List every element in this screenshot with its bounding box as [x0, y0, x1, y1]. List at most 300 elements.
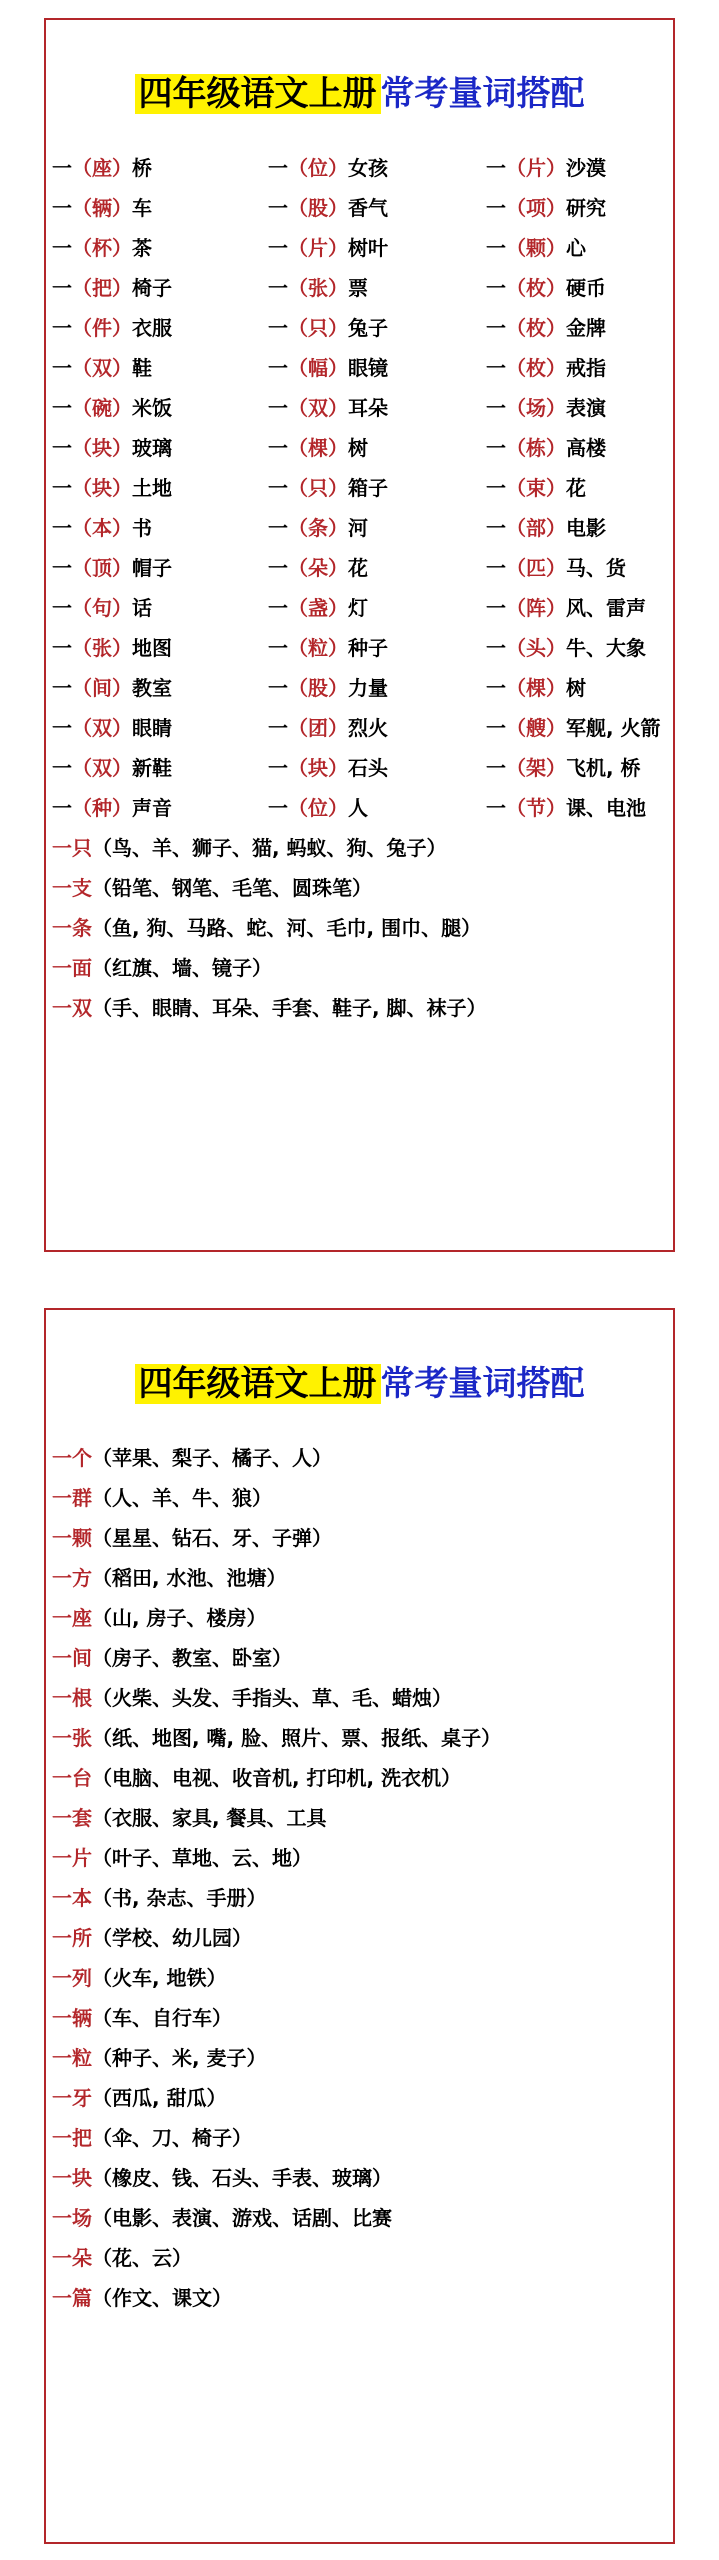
- grid-cell: [486, 428, 606, 468]
- measure-word: 碗: [92, 396, 112, 420]
- noun-text: 河: [348, 516, 368, 540]
- measure-word: 节: [526, 796, 546, 820]
- dash-mark: 一: [268, 276, 288, 300]
- grid-row: [46, 388, 673, 428]
- grid-row: [46, 548, 673, 588]
- grid-cell: [52, 508, 152, 548]
- grid-cell: [486, 308, 606, 348]
- open-paren: （: [506, 596, 526, 620]
- noun-text: 香气: [348, 196, 388, 220]
- open-paren: （: [506, 276, 526, 300]
- close-paren: ）: [328, 276, 348, 300]
- measure-word: 位: [308, 156, 328, 180]
- measure-word: 一所: [52, 1926, 92, 1950]
- measure-word: 枚: [526, 356, 546, 380]
- measure-word: 块: [308, 756, 328, 780]
- grid-cell: [268, 348, 388, 388]
- examples-text: （伞、刀、椅子）: [92, 2126, 252, 2150]
- measure-word: 一台: [52, 1766, 92, 1790]
- dash-mark: 一: [486, 196, 506, 220]
- measure-word: 头: [526, 636, 546, 660]
- dash-mark: 一: [52, 156, 72, 180]
- measure-word: 枚: [526, 276, 546, 300]
- list-item: [52, 2038, 267, 2078]
- measure-word: 只: [308, 476, 328, 500]
- grid-cell: [486, 468, 586, 508]
- grid-cell: [486, 508, 606, 548]
- open-paren: （: [72, 636, 92, 660]
- open-paren: （: [506, 676, 526, 700]
- close-paren: ）: [112, 556, 132, 580]
- open-paren: （: [506, 516, 526, 540]
- dash-mark: 一: [268, 676, 288, 700]
- dash-mark: 一: [268, 556, 288, 580]
- grid-row: [46, 468, 673, 508]
- grid-cell: [268, 148, 388, 188]
- grid-cell: [268, 588, 368, 628]
- grid-cell: [268, 428, 368, 468]
- noun-text: 树叶: [348, 236, 388, 260]
- title-highlight: 四年级语文上册: [135, 1364, 381, 1404]
- measure-word: 束: [526, 476, 546, 500]
- close-paren: ）: [328, 796, 348, 820]
- measure-word: 一把: [52, 2126, 92, 2150]
- measure-word: 幅: [308, 356, 328, 380]
- close-paren: ）: [546, 556, 566, 580]
- grid-row: [46, 188, 673, 228]
- close-paren: ）: [546, 156, 566, 180]
- list-item: [52, 2198, 392, 2238]
- open-paren: （: [288, 276, 308, 300]
- examples-text: （电脑、电视、收音机, 打印机, 洗衣机）: [92, 1766, 462, 1790]
- dash-mark: 一: [486, 596, 506, 620]
- noun-text: 椅子: [132, 276, 172, 300]
- close-paren: ）: [546, 356, 566, 380]
- examples-text: （电影、表演、游戏、话剧、比赛: [92, 2206, 392, 2230]
- examples-text: （书, 杂志、手册）: [92, 1886, 267, 1910]
- grid-cell: [52, 268, 172, 308]
- examples-text: （车、自行车）: [92, 2006, 232, 2030]
- noun-text: 金牌: [566, 316, 606, 340]
- grid-cell: [486, 588, 646, 628]
- measure-word: 一列: [52, 1966, 92, 1990]
- grid-cell: [52, 428, 172, 468]
- noun-text: 树: [348, 436, 368, 460]
- grid-cell: [486, 228, 586, 268]
- noun-text: 烈火: [348, 716, 388, 740]
- dash-mark: 一: [486, 476, 506, 500]
- measure-word: 一套: [52, 1806, 92, 1830]
- noun-text: 话: [132, 596, 152, 620]
- dash-mark: 一: [268, 396, 288, 420]
- grid-cell: [52, 788, 172, 828]
- grid-row: [46, 788, 673, 828]
- dash-mark: 一: [52, 596, 72, 620]
- list-item: [52, 1678, 452, 1718]
- grid-row: [46, 508, 673, 548]
- measure-word: 项: [526, 196, 546, 220]
- dash-mark: 一: [486, 796, 506, 820]
- dash-mark: 一: [268, 356, 288, 380]
- measure-word: 座: [92, 156, 112, 180]
- dash-mark: 一: [486, 276, 506, 300]
- grid-cell: [268, 508, 368, 548]
- measure-word: 一本: [52, 1886, 92, 1910]
- close-paren: ）: [112, 796, 132, 820]
- open-paren: （: [288, 316, 308, 340]
- noun-text: 帽子: [132, 556, 172, 580]
- measure-word: 顶: [92, 556, 112, 580]
- grid-cell: [486, 708, 661, 748]
- noun-text: 新鞋: [132, 756, 172, 780]
- grid-cell: [52, 628, 172, 668]
- measure-word: 架: [526, 756, 546, 780]
- list-item: [52, 2238, 192, 2278]
- noun-text: 花: [566, 476, 586, 500]
- examples-text: （房子、教室、卧室）: [92, 1646, 292, 1670]
- measure-word: 一根: [52, 1686, 92, 1710]
- dash-mark: 一: [52, 196, 72, 220]
- close-paren: ）: [328, 716, 348, 740]
- measure-word: 块: [92, 476, 112, 500]
- noun-text: 种子: [348, 636, 388, 660]
- measure-word: 栋: [526, 436, 546, 460]
- noun-text: 硬币: [566, 276, 606, 300]
- close-paren: ）: [546, 436, 566, 460]
- dash-mark: 一: [52, 436, 72, 460]
- grid-cell: [268, 388, 388, 428]
- close-paren: ）: [112, 716, 132, 740]
- close-paren: ）: [328, 316, 348, 340]
- open-paren: （: [506, 556, 526, 580]
- dash-mark: 一: [268, 476, 288, 500]
- close-paren: ）: [328, 676, 348, 700]
- noun-text: 眼镜: [348, 356, 388, 380]
- noun-text: 飞机, 桥: [566, 756, 641, 780]
- noun-text: 风、雷声: [566, 596, 646, 620]
- open-paren: （: [288, 236, 308, 260]
- open-paren: （: [506, 636, 526, 660]
- dash-mark: 一: [52, 516, 72, 540]
- measure-word: 一间: [52, 1646, 92, 1670]
- open-paren: （: [72, 276, 92, 300]
- open-paren: （: [288, 356, 308, 380]
- noun-text: 玻璃: [132, 436, 172, 460]
- dash-mark: 一: [52, 636, 72, 660]
- examples-text: （花、云）: [92, 2246, 192, 2270]
- open-paren: （: [288, 556, 308, 580]
- list-item: [52, 1918, 252, 1958]
- close-paren: ）: [112, 436, 132, 460]
- dash-mark: 一: [268, 316, 288, 340]
- measure-word: 一场: [52, 2206, 92, 2230]
- examples-text: （手、眼睛、耳朵、手套、鞋子, 脚、袜子）: [92, 996, 487, 1020]
- title-rest: 常考量词搭配: [380, 74, 585, 114]
- dash-mark: 一: [486, 676, 506, 700]
- grid-cell: [52, 548, 172, 588]
- measure-word: 场: [526, 396, 546, 420]
- title-highlight: 四年级语文上册: [135, 74, 381, 114]
- grid-cell: [486, 388, 606, 428]
- measure-word: 一颗: [52, 1526, 92, 1550]
- open-paren: （: [506, 236, 526, 260]
- measure-word: 块: [92, 436, 112, 460]
- open-paren: （: [506, 396, 526, 420]
- grid-cell: [268, 748, 388, 788]
- grid-cell: [268, 228, 388, 268]
- measure-word: 一面: [52, 956, 92, 980]
- list-item: [52, 2278, 232, 2318]
- dash-mark: 一: [52, 796, 72, 820]
- measure-word: 一辆: [52, 2006, 92, 2030]
- noun-text: 书: [132, 516, 152, 540]
- list-item: [52, 1598, 267, 1638]
- noun-text: 地图: [132, 636, 172, 660]
- noun-text: 人: [348, 796, 368, 820]
- list-item: [52, 1718, 501, 1758]
- list-item: [52, 908, 481, 948]
- examples-text: （西瓜, 甜瓜）: [92, 2086, 227, 2110]
- list-item: [52, 988, 487, 1028]
- measure-word: 片: [308, 236, 328, 260]
- grid-cell: [52, 468, 172, 508]
- list-item: [52, 1998, 232, 2038]
- dash-mark: 一: [268, 236, 288, 260]
- grid-row: [46, 628, 673, 668]
- measure-word: 盏: [308, 596, 328, 620]
- list-item: [52, 1878, 267, 1918]
- grid-cell: [268, 548, 368, 588]
- dash-mark: 一: [268, 196, 288, 220]
- open-paren: （: [72, 716, 92, 740]
- measure-word: 一支: [52, 876, 92, 900]
- grid-cell: [486, 548, 626, 588]
- grid-row: [46, 148, 673, 188]
- dash-mark: 一: [52, 276, 72, 300]
- grid-row: [46, 588, 673, 628]
- examples-text: （作文、课文）: [92, 2286, 232, 2310]
- dash-mark: 一: [52, 316, 72, 340]
- close-paren: ）: [112, 756, 132, 780]
- grid-cell: [486, 788, 646, 828]
- measure-word: 位: [308, 796, 328, 820]
- measure-word: 把: [92, 276, 112, 300]
- open-paren: （: [288, 396, 308, 420]
- measure-word: 艘: [526, 716, 546, 740]
- measure-word: 朵: [308, 556, 328, 580]
- open-paren: （: [288, 476, 308, 500]
- noun-text: 牛、大象: [566, 636, 646, 660]
- grid-row: [46, 228, 673, 268]
- close-paren: ）: [546, 196, 566, 220]
- close-paren: ）: [546, 636, 566, 660]
- examples-text: （苹果、梨子、橘子、人）: [92, 1446, 332, 1470]
- grid-cell: [52, 308, 172, 348]
- grid-cell: [52, 668, 172, 708]
- examples-text: （叶子、草地、云、地）: [92, 1846, 312, 1870]
- grid-cell: [268, 188, 388, 228]
- measure-word: 张: [308, 276, 328, 300]
- open-paren: （: [506, 356, 526, 380]
- examples-text: （稻田, 水池、池塘）: [92, 1566, 287, 1590]
- measure-word: 只: [308, 316, 328, 340]
- grid-cell: [268, 788, 368, 828]
- grid-row: [46, 428, 673, 468]
- open-paren: （: [506, 476, 526, 500]
- measure-word: 双: [308, 396, 328, 420]
- noun-text: 兔子: [348, 316, 388, 340]
- measure-word: 件: [92, 316, 112, 340]
- close-paren: ）: [112, 596, 132, 620]
- dash-mark: 一: [268, 156, 288, 180]
- measure-word: 双: [92, 756, 112, 780]
- noun-text: 桥: [132, 156, 152, 180]
- noun-text: 声音: [132, 796, 172, 820]
- list-item: [52, 2158, 392, 2198]
- dash-mark: 一: [268, 516, 288, 540]
- noun-text: 马、货: [566, 556, 626, 580]
- close-paren: ）: [546, 596, 566, 620]
- examples-text: （红旗、墙、镜子）: [92, 956, 272, 980]
- grid-cell: [486, 148, 606, 188]
- close-paren: ）: [546, 236, 566, 260]
- grid-cell: [52, 148, 152, 188]
- noun-text: 课、电池: [566, 796, 646, 820]
- measure-word: 团: [308, 716, 328, 740]
- measure-word: 颗: [526, 236, 546, 260]
- measure-word: 张: [92, 636, 112, 660]
- noun-text: 箱子: [348, 476, 388, 500]
- examples-text: （学校、幼儿园）: [92, 1926, 252, 1950]
- list-item: [52, 1638, 292, 1678]
- dash-mark: 一: [52, 396, 72, 420]
- dash-mark: 一: [486, 516, 506, 540]
- grid-cell: [486, 268, 606, 308]
- close-paren: ）: [328, 236, 348, 260]
- open-paren: （: [506, 756, 526, 780]
- close-paren: ）: [112, 316, 132, 340]
- examples-text: （鱼, 狗、马路、蛇、河、毛巾, 围巾、腿）: [92, 916, 482, 940]
- grid-cell: [268, 268, 368, 308]
- measure-word: 双: [92, 716, 112, 740]
- measure-word: 双: [92, 356, 112, 380]
- measure-word: 粒: [308, 636, 328, 660]
- open-paren: （: [506, 796, 526, 820]
- noun-text: 高楼: [566, 436, 606, 460]
- measure-word: 一朵: [52, 2246, 92, 2270]
- measure-word: 枚: [526, 316, 546, 340]
- close-paren: ）: [328, 436, 348, 460]
- close-paren: ）: [112, 636, 132, 660]
- grid-cell: [486, 628, 646, 668]
- dash-mark: 一: [268, 596, 288, 620]
- measure-word: 股: [308, 676, 328, 700]
- open-paren: （: [506, 716, 526, 740]
- noun-text: 教室: [132, 676, 172, 700]
- grid-cell: [52, 748, 172, 788]
- open-paren: （: [506, 436, 526, 460]
- open-paren: （: [506, 196, 526, 220]
- dash-mark: 一: [486, 716, 506, 740]
- noun-text: 戒指: [566, 356, 606, 380]
- open-paren: （: [72, 796, 92, 820]
- open-paren: （: [506, 316, 526, 340]
- close-paren: ）: [112, 276, 132, 300]
- noun-text: 灯: [348, 596, 368, 620]
- list-item: [52, 1478, 272, 1518]
- measure-word: 一条: [52, 916, 92, 940]
- noun-text: 军舰, 火箭: [566, 716, 661, 740]
- open-paren: （: [288, 436, 308, 460]
- close-paren: ）: [112, 156, 132, 180]
- page-title: [46, 68, 673, 120]
- measure-word: 棵: [308, 436, 328, 460]
- dash-mark: 一: [52, 756, 72, 780]
- grid-row: [46, 748, 673, 788]
- noun-text: 鞋: [132, 356, 152, 380]
- open-paren: （: [72, 476, 92, 500]
- open-paren: （: [72, 396, 92, 420]
- open-paren: （: [288, 636, 308, 660]
- open-paren: （: [288, 596, 308, 620]
- open-paren: （: [72, 596, 92, 620]
- open-paren: （: [288, 676, 308, 700]
- close-paren: ）: [546, 716, 566, 740]
- dash-mark: 一: [52, 716, 72, 740]
- grid-cell: [52, 388, 172, 428]
- grid-cell: [52, 348, 152, 388]
- close-paren: ）: [328, 196, 348, 220]
- measure-word: 一只: [52, 836, 92, 860]
- open-paren: （: [288, 516, 308, 540]
- noun-text: 土地: [132, 476, 172, 500]
- grid-cell: [52, 588, 152, 628]
- dash-mark: 一: [52, 556, 72, 580]
- close-paren: ）: [112, 356, 132, 380]
- close-paren: ）: [546, 676, 566, 700]
- list-item: [52, 2118, 252, 2158]
- title-rest: 常考量词搭配: [380, 1364, 585, 1404]
- examples-text: （火车, 地铁）: [92, 1966, 227, 1990]
- measure-word: 片: [526, 156, 546, 180]
- measure-word: 种: [92, 796, 112, 820]
- list-item: [52, 1798, 327, 1838]
- measure-word: 间: [92, 676, 112, 700]
- open-paren: （: [288, 756, 308, 780]
- dash-mark: 一: [486, 156, 506, 180]
- noun-text: 沙漠: [566, 156, 606, 180]
- close-paren: ）: [112, 516, 132, 540]
- noun-text: 耳朵: [348, 396, 388, 420]
- examples-text: （山, 房子、楼房）: [92, 1606, 267, 1630]
- dash-mark: 一: [268, 756, 288, 780]
- close-paren: ）: [328, 556, 348, 580]
- measure-word: 一粒: [52, 2046, 92, 2070]
- dash-mark: 一: [486, 316, 506, 340]
- close-paren: ）: [328, 476, 348, 500]
- open-paren: （: [288, 196, 308, 220]
- measure-word: 一篇: [52, 2286, 92, 2310]
- list-item: [52, 1438, 332, 1478]
- close-paren: ）: [328, 156, 348, 180]
- open-paren: （: [72, 676, 92, 700]
- open-paren: （: [72, 756, 92, 780]
- open-paren: （: [288, 796, 308, 820]
- open-paren: （: [72, 436, 92, 460]
- close-paren: ）: [546, 796, 566, 820]
- close-paren: ）: [112, 196, 132, 220]
- close-paren: ）: [112, 676, 132, 700]
